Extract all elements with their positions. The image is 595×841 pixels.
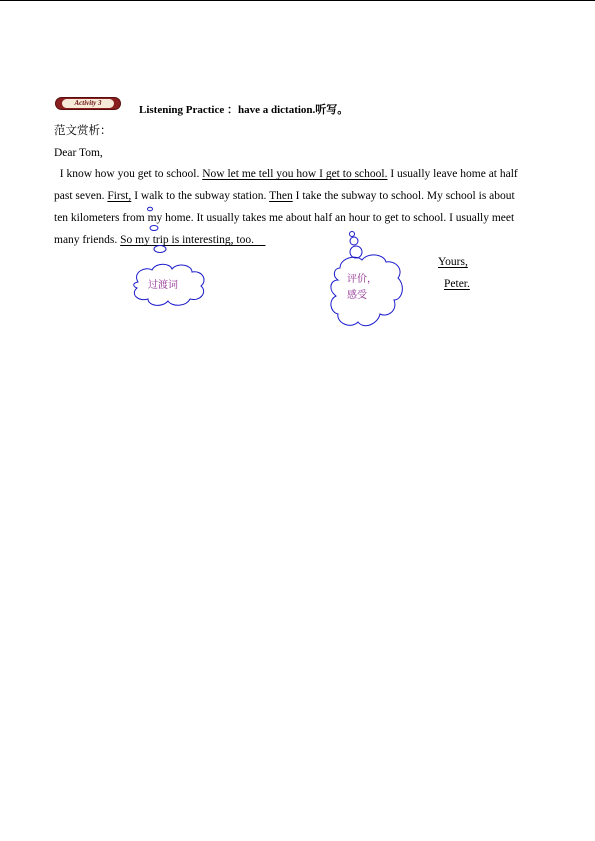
letter-text: I take the subway to school. My school is about: [292, 190, 515, 202]
underlined-transition-first: First,: [107, 190, 132, 202]
evaluation-callout-line-1: 评价，: [347, 274, 377, 285]
underlined-sentence: So my trip is interesting, too.: [120, 234, 266, 246]
letter-line-3: ten kilometers from my home. It usually takes me about half an hour to get to school. I usually meet: [54, 212, 515, 224]
bubble-tail-dot: [350, 237, 358, 245]
transition-words-callout: 过渡词: [148, 280, 178, 291]
underlined-sentence: Now let me tell you how I get to school.: [202, 168, 388, 180]
section-title: Listening Practice ：have a dictation.听写。: [139, 104, 349, 116]
letter-text: I walk to the subway station.: [131, 190, 270, 202]
underlined-transition-then: Then: [269, 190, 293, 202]
letter-closing: [438, 255, 468, 269]
letter-text: I usually leave home at half: [387, 168, 518, 180]
closing-text: Yours,: [438, 256, 468, 268]
letter-text: many friends.: [54, 234, 121, 246]
letter-line-4: [54, 233, 265, 247]
activity-badge-label: Activity 3: [62, 99, 114, 108]
activity-badge: [55, 97, 121, 110]
top-rule: [0, 0, 595, 1]
bubble-tail-dot: [350, 232, 355, 237]
letter-line-2: [54, 189, 515, 203]
letter-text: I know how you get to school.: [54, 168, 203, 180]
signature-text: Peter.: [444, 278, 470, 290]
bubble-tail-dot: [150, 226, 158, 231]
bubble-tail-dot: [350, 246, 362, 258]
evaluation-callout-line-2: 感受: [347, 290, 367, 301]
letter-line-1: [54, 167, 518, 181]
letter-signature: [444, 277, 470, 291]
letter-text: past seven.: [54, 190, 108, 202]
section-label: 范文赏析：: [54, 125, 112, 137]
letter-greeting: Dear Tom,: [54, 147, 103, 159]
